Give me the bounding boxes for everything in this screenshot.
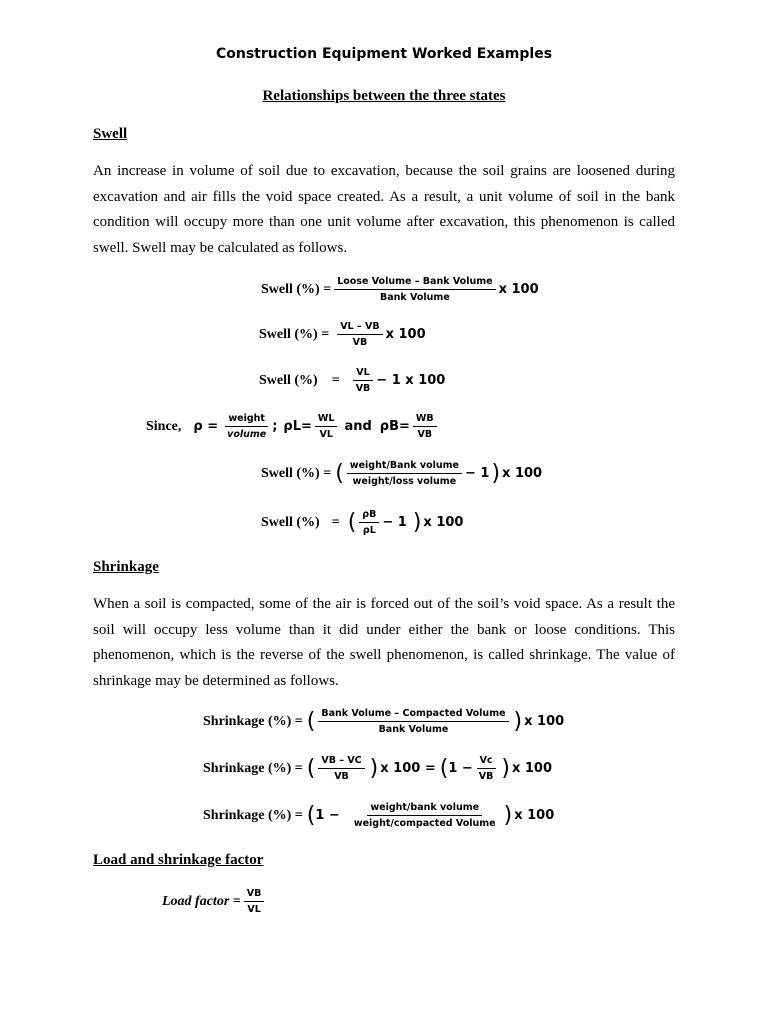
swell-equation-1 xyxy=(261,276,539,303)
swell-paragraph: An increase in volume of soil due to excavation, because the soil grains are loosened during excavation and air fills the void space created. As a result, a unit volume of soil in the bank condition will occupy more than one unit volume after excavation, this phenomenon is called swell. Swell may be calculated as follows. xyxy=(93,163,675,256)
fraction xyxy=(318,708,508,735)
denominator: VB xyxy=(352,337,368,348)
denominator: volume xyxy=(227,429,267,440)
swell-equation-4 xyxy=(261,460,542,487)
fraction xyxy=(315,413,338,440)
fraction xyxy=(347,460,462,487)
fraction xyxy=(334,276,495,303)
equation-label: Swell (%) = xyxy=(261,281,332,297)
density-definitions xyxy=(146,413,440,440)
load-heading: Load and shrinkage factor xyxy=(93,852,264,868)
multiplier: x 100 xyxy=(385,327,426,342)
close-paren: ) xyxy=(369,755,379,781)
minus-one: − 1 xyxy=(382,515,407,530)
numerator: VB xyxy=(244,888,265,902)
section-subtitle: Relationships between the three states xyxy=(262,88,506,104)
multiplier: x 100 xyxy=(502,466,543,481)
equation-label: Swell (%) = xyxy=(259,326,330,342)
open-paren: ( xyxy=(335,460,344,486)
shrinkage-heading: Shrinkage xyxy=(93,559,159,575)
denominator: VL xyxy=(247,904,261,915)
multiplier: x 100 xyxy=(498,282,539,297)
numerator: weight/Bank volume xyxy=(347,460,462,474)
numerator: VL – VB xyxy=(337,321,382,335)
close-paren: ) xyxy=(412,509,422,535)
rho-equals: ρ = xyxy=(193,419,219,434)
equation-label: Load factor = xyxy=(162,893,241,909)
denominator: VB xyxy=(478,771,494,782)
denominator: VL xyxy=(319,429,333,440)
one-minus: 1 − xyxy=(448,761,473,776)
numerator: VL xyxy=(353,367,372,381)
document-title: Construction Equipment Worked Examples xyxy=(215,46,553,62)
equals-sign: = xyxy=(331,372,340,388)
numerator: weight/bank volume xyxy=(367,802,482,816)
numerator: Loose Volume – Bank Volume xyxy=(334,276,495,290)
multiplier: − 1 x 100 xyxy=(376,373,446,388)
denominator: VB xyxy=(355,383,371,394)
swell-equation-5 xyxy=(261,509,463,536)
equation-label: Swell (%) xyxy=(261,514,320,530)
close-paren: ) xyxy=(501,755,510,781)
numerator: Bank Volume – Compacted Volume xyxy=(318,708,508,722)
fraction xyxy=(413,413,437,440)
and-word: and xyxy=(344,419,372,434)
fraction xyxy=(224,413,269,440)
equation-label: Shrinkage (%) = xyxy=(203,760,303,776)
multiplier: x 100 xyxy=(511,761,553,776)
open-paren: ( xyxy=(306,802,316,828)
open-paren: ( xyxy=(306,708,316,734)
shrinkage-equation-2 xyxy=(203,755,552,782)
close-paren: ) xyxy=(503,802,513,828)
denominator: Bank Volume xyxy=(380,292,450,303)
open-paren: ( xyxy=(439,755,449,781)
open-paren: ( xyxy=(347,509,357,535)
multiplier: x 100 xyxy=(423,515,464,530)
rho-b-equals: ρB= xyxy=(379,419,410,434)
denominator: VB xyxy=(417,429,433,440)
equals-sign: = xyxy=(331,514,340,530)
minus-one: − 1 xyxy=(464,466,490,481)
close-paren: ) xyxy=(491,460,501,486)
numerator: VB – VC xyxy=(318,755,364,769)
fraction xyxy=(353,367,374,394)
denominator: Bank Volume xyxy=(378,724,449,735)
denominator: VB xyxy=(334,771,349,782)
fraction xyxy=(476,755,497,782)
multiplier: x 100 xyxy=(524,714,565,729)
numerator: WL xyxy=(315,413,338,427)
denominator: weight/loss volume xyxy=(352,476,457,487)
shrinkage-equation-3 xyxy=(203,802,554,829)
one-minus: 1 − xyxy=(315,808,340,823)
rho-l-equals: ρL= xyxy=(283,419,312,434)
fraction xyxy=(359,509,379,536)
close-paren: ) xyxy=(513,708,523,734)
multiplier: x 100 = xyxy=(380,761,436,776)
shrinkage-equation-1 xyxy=(203,708,564,735)
equation-label: Shrinkage (%) = xyxy=(203,807,303,823)
equation-label: Shrinkage (%) = xyxy=(203,713,303,729)
equation-label: Swell (%) xyxy=(259,372,318,388)
numerator: Vc xyxy=(477,755,496,769)
numerator: ρB xyxy=(359,509,379,523)
denominator: ρL xyxy=(362,525,376,536)
swell-heading: Swell xyxy=(93,126,128,142)
swell-equation-3 xyxy=(259,367,445,394)
numerator: weight xyxy=(225,413,268,427)
fraction xyxy=(337,321,382,348)
multiplier: x 100 xyxy=(514,808,555,823)
denominator: weight/compacted Volume xyxy=(353,818,496,829)
shrinkage-paragraph: When a soil is compacted, some of the air is forced out of the soil’s void space. As a result the soil will occupy less volume than it did under either the bank or loose conditions. This phenomenon, which is the reverse of the swell phenomenon, is called shrinkage. The value of shrinkage may be determined as follows. xyxy=(93,596,675,689)
since-label: Since, xyxy=(146,418,182,434)
load-factor-equation xyxy=(162,888,267,915)
fraction xyxy=(318,755,364,782)
fraction xyxy=(244,888,265,915)
numerator: WB xyxy=(413,413,437,427)
open-paren: ( xyxy=(306,755,316,781)
separator: ; xyxy=(272,419,278,434)
fraction xyxy=(351,802,499,829)
swell-equation-2 xyxy=(259,321,426,348)
equation-label: Swell (%) = xyxy=(261,465,332,481)
